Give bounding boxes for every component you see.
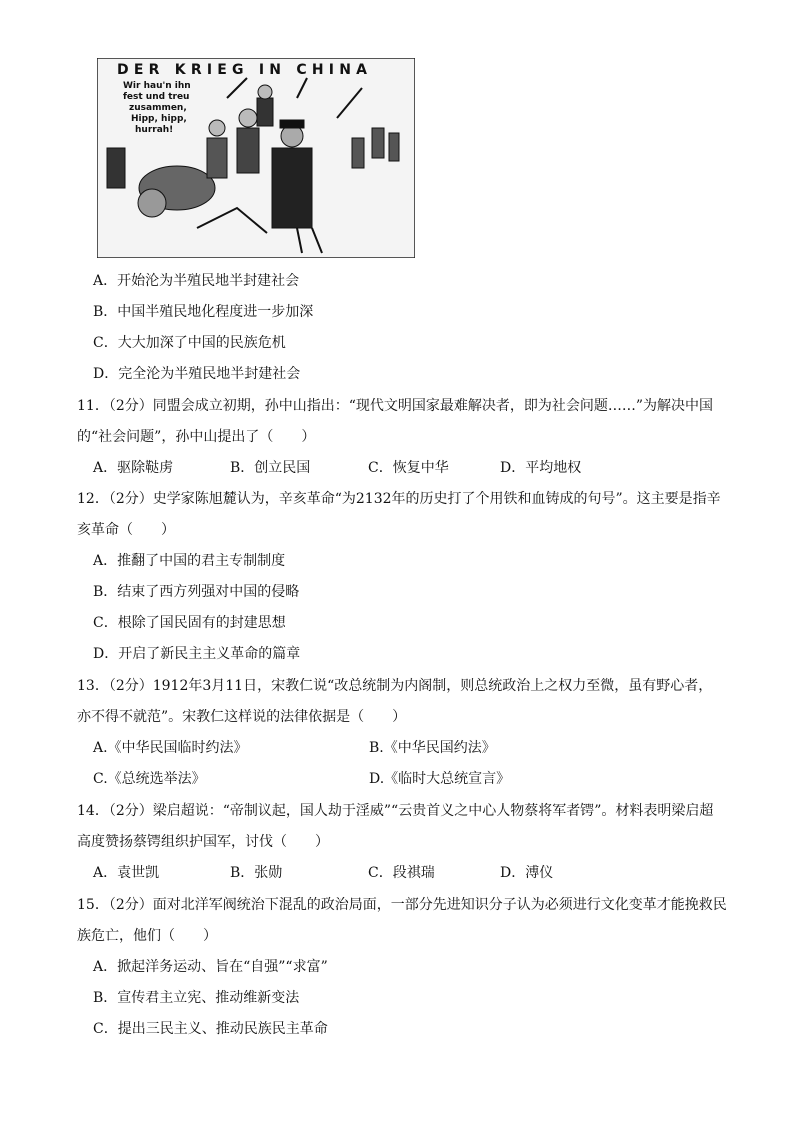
q15-stem-line-1: 15．（2分）面对北洋军阀统治下混乱的政治局面，一部分先进知识分子认为必须进行文化变革才能挽救民 [77,897,727,913]
q14-option-c[interactable]: C．段祺瑞 [368,865,435,881]
q14-option-b[interactable]: B．张勋 [230,865,283,881]
q11-option-b[interactable]: B．创立民国 [230,460,311,476]
q11-stem-line-1: 11．（2分）同盟会成立初期，孙中山指出：“现代文明国家最难解决者，即为社会问题……”为解决中国 [77,398,714,414]
q11-options-row [93,459,581,477]
cartoon-image [97,58,415,258]
q11-stem-line-2: 的“社会问题”，孙中山提出了（ ） [77,429,316,445]
q14-stem-line-1: 14．（2分）梁启超说：“帝制议起，国人劫于淫威”“云贵首义之中心人物蔡将军者锷”。材料表明梁启超 [77,803,714,819]
q14-option-d[interactable]: D．溥仪 [500,865,554,881]
cartoon-drawing [97,58,415,258]
q15-stem-line-2: 族危亡，他们（ ） [77,928,217,944]
q12-stem-line-1: 12．（2分）史学家陈旭麓认为，辛亥革命“为2132年的历史打了个用铁和血铸成的句号”。这主要是指辛 [77,491,721,507]
q13-stem-line-1: 13．（2分）1912年3月11日，宋教仁说“改总统制为内阁制，则总统政治上之权力至微，虽有野心者， [77,678,713,694]
q10-option-c[interactable]: C．大大加深了中国的民族危机 [93,335,286,351]
cartoon-speech-line: Wir hau'n ihn [123,81,191,91]
q14-option-a[interactable]: A．袁世凯 [93,865,160,881]
q12-stem-line-2: 亥革命（ ） [77,522,175,538]
cartoon-title: DER KRIEG IN CHINA [117,62,367,78]
cartoon-speech-line: hurrah! [135,125,174,135]
q14-options-row [93,864,553,882]
q11-option-c[interactable]: C．恢复中华 [368,460,449,476]
q13-option-d[interactable]: D.《临时大总统宣言》 [369,771,511,787]
q13-option-c[interactable]: C.《总统选举法》 [93,771,206,787]
q15-option-a[interactable]: A．掀起洋务运动、旨在“自强”“求富” [93,959,328,975]
q13-stem-line-2: 亦不得不就范”。宋教仁这样说的法律依据是（ ） [77,709,407,725]
cartoon-speech-line: fest und treu [123,92,190,102]
q11-option-a[interactable]: A．驱除鞑虏 [93,460,174,476]
q15-option-c[interactable]: C．提出三民主义、推动民族民主革命 [93,1021,328,1037]
q10-option-b[interactable]: B．中国半殖民地化程度进一步加深 [93,304,314,320]
q11-option-d[interactable]: D．平均地权 [500,460,582,476]
q12-option-c[interactable]: C．根除了国民固有的封建思想 [93,615,286,631]
q10-option-a[interactable]: A．开始沦为半殖民地半封建社会 [93,273,300,289]
q15-option-b[interactable]: B．宣传君主立宪、推动维新变法 [93,990,300,1006]
cartoon-speech-line: zusammen, [129,103,187,113]
q13-options-row-1 [93,739,496,757]
q13-option-a[interactable]: A.《中华民国临时约法》 [93,740,248,756]
q13-option-b[interactable]: B.《中华民国约法》 [369,740,496,756]
q10-option-d[interactable]: D．完全沦为半殖民地半封建社会 [93,366,301,382]
cartoon-speech-line: Hipp, hipp, [131,114,187,124]
q12-option-d[interactable]: D．开启了新民主主义革命的篇章 [93,646,301,662]
q12-option-a[interactable]: A．推翻了中国的君主专制制度 [93,553,286,569]
q13-options-row-2 [93,770,510,788]
q14-stem-line-2: 高度赞扬蔡锷组织护国军，讨伐（ ） [77,834,329,850]
q12-option-b[interactable]: B．结束了西方列强对中国的侵略 [93,584,300,600]
